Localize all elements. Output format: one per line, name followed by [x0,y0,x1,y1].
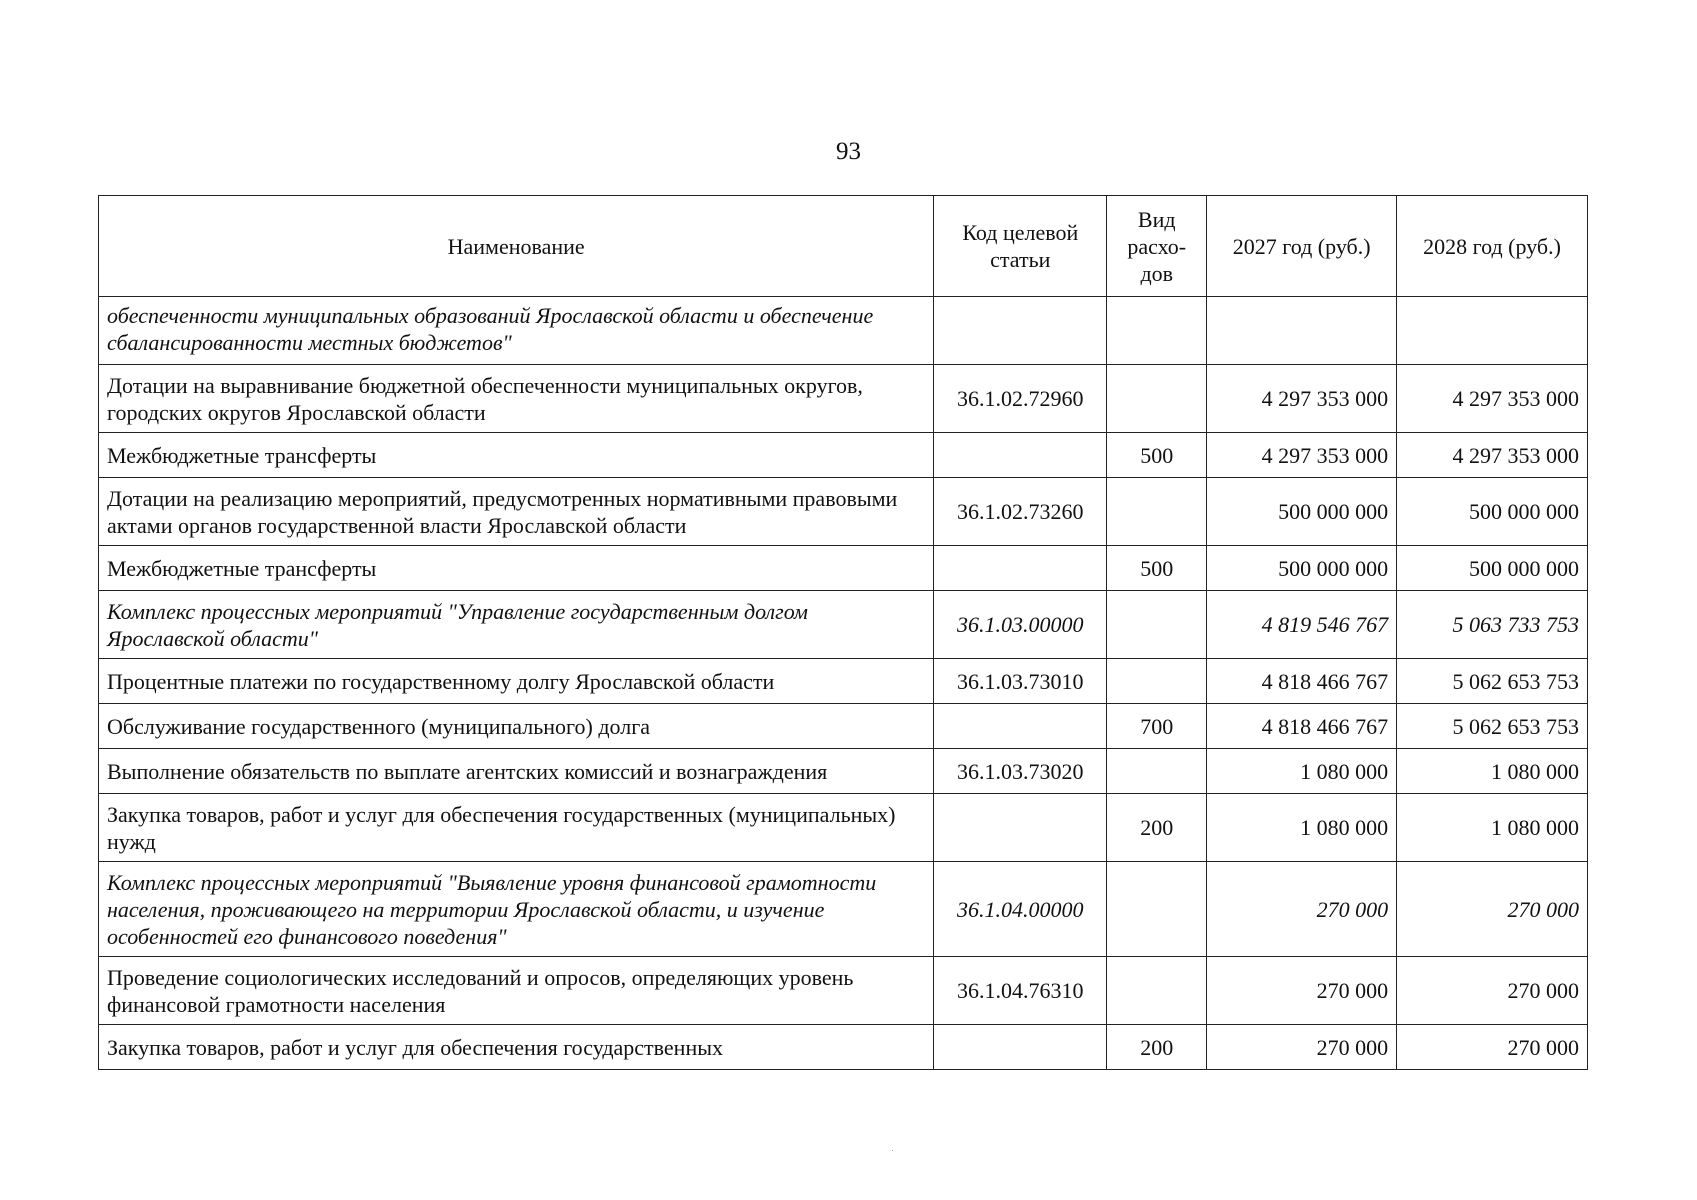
row-2028: 500 000 000 [1397,478,1588,546]
row-name: Выполнение обязательств по выплате агентских комиссий и вознаграждения [99,749,934,794]
row-code [934,546,1107,591]
budget-table [98,195,1588,1070]
row-2027: 270 000 [1207,862,1397,957]
row-2027: 4 818 466 767 [1207,659,1397,704]
row-name: Межбюджетные трансферты [99,433,934,478]
row-kind [1107,591,1207,659]
table-row [99,591,1588,659]
row-name: Комплекс процессных мероприятий "Выявление уровня финансовой грамотности населения, проживающего на территории Ярославской области, и изучение особенностей его финансового поведения" [99,862,934,957]
row-kind: 200 [1107,794,1207,862]
row-kind [1107,749,1207,794]
header-code: Код целевой статьи [934,196,1107,297]
row-code [934,794,1107,862]
row-2027: 270 000 [1207,1025,1397,1070]
row-kind [1107,297,1207,365]
row-2027: 4 818 466 767 [1207,704,1397,749]
row-name: Проведение социологических исследований и опросов, определяющих уровень финансовой грамотности населения [99,957,934,1025]
row-2028: 4 297 353 000 [1397,433,1588,478]
table-row [99,957,1588,1025]
row-2028: 500 000 000 [1397,546,1588,591]
row-name: Процентные платежи по государственному долгу Ярославской области [99,659,934,704]
row-name: Комплекс процессных мероприятий "Управление государственным долгом Ярославской области" [99,591,934,659]
row-name: Закупка товаров, работ и услуг для обеспечения государственных (муниципальных) нужд [99,794,934,862]
row-code: 36.1.03.00000 [934,591,1107,659]
row-2028: 270 000 [1397,957,1588,1025]
row-2027 [1207,297,1397,365]
row-2027: 4 819 546 767 [1207,591,1397,659]
page-number: 93 [836,138,861,165]
header-name: Наименование [99,196,934,297]
header-2028: 2028 год (руб.) [1397,196,1588,297]
table-row [99,478,1588,546]
row-2027: 500 000 000 [1207,546,1397,591]
row-code: 36.1.04.76310 [934,957,1107,1025]
scan-speck [892,1150,893,1151]
row-2028: 1 080 000 [1397,749,1588,794]
row-name: Дотации на реализацию мероприятий, предусмотренных нормативными правовыми актами органов государственной власти Ярославской области [99,478,934,546]
row-kind: 700 [1107,704,1207,749]
row-2027: 4 297 353 000 [1207,365,1397,433]
row-code: 36.1.03.73020 [934,749,1107,794]
table-row [99,433,1588,478]
row-name: обеспеченности муниципальных образований Ярославской области и обеспечение сбалансированности местных бюджетов" [99,297,934,365]
row-name: Межбюджетные трансферты [99,546,934,591]
row-2028: 5 063 733 753 [1397,591,1588,659]
row-2028: 1 080 000 [1397,794,1588,862]
table-row [99,794,1588,862]
table-row [99,862,1588,957]
row-2027: 4 297 353 000 [1207,433,1397,478]
row-code [934,433,1107,478]
row-2027: 270 000 [1207,957,1397,1025]
row-name: Закупка товаров, работ и услуг для обеспечения государственных [99,1025,934,1070]
table-row [99,365,1588,433]
row-kind [1107,659,1207,704]
table-row [99,749,1588,794]
row-code: 36.1.04.00000 [934,862,1107,957]
table-row [99,704,1588,749]
row-2028: 270 000 [1397,862,1588,957]
row-code: 36.1.02.72960 [934,365,1107,433]
row-2028 [1397,297,1588,365]
row-2027: 500 000 000 [1207,478,1397,546]
row-code: 36.1.03.73010 [934,659,1107,704]
row-kind [1107,365,1207,433]
row-kind [1107,862,1207,957]
table-row [99,297,1588,365]
table-row [99,1025,1588,1070]
row-2027: 1 080 000 [1207,794,1397,862]
row-name: Обслуживание государственного (муниципального) долга [99,704,934,749]
table-header-row [99,196,1588,297]
row-2028: 5 062 653 753 [1397,704,1588,749]
header-kind: Вид расхо-дов [1107,196,1207,297]
row-kind: 200 [1107,1025,1207,1070]
row-code [934,704,1107,749]
row-kind: 500 [1107,546,1207,591]
header-2027: 2027 год (руб.) [1207,196,1397,297]
row-kind [1107,478,1207,546]
table-row [99,659,1588,704]
row-2028: 4 297 353 000 [1397,365,1588,433]
row-code [934,1025,1107,1070]
row-kind [1107,957,1207,1025]
row-name: Дотации на выравнивание бюджетной обеспеченности муниципальных округов, городских округов Ярославской области [99,365,934,433]
row-code: 36.1.02.73260 [934,478,1107,546]
row-2028: 270 000 [1397,1025,1588,1070]
row-code [934,297,1107,365]
row-kind: 500 [1107,433,1207,478]
table-row [99,546,1588,591]
row-2027: 1 080 000 [1207,749,1397,794]
row-2028: 5 062 653 753 [1397,659,1588,704]
